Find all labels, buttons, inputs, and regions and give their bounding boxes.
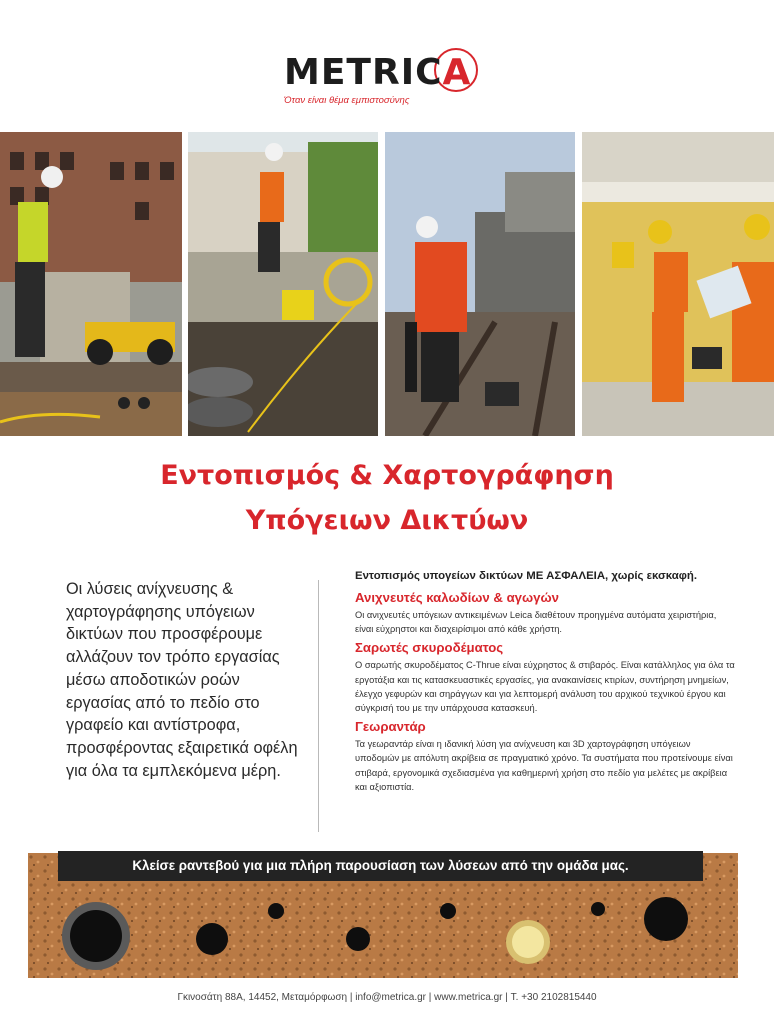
- logo-wordmark: METRICA: [284, 52, 472, 93]
- brand-tagline: Όταν είναι θέμα εμπιστοσύνης: [284, 95, 410, 106]
- contact-footer: Γκινοσάτη 88Α, 14452, Μεταμόρφωση | info@metrica.gr | www.metrica.gr | Τ. +30 2102815440: [177, 992, 597, 1003]
- photo-concrete-scanner-wall: [582, 132, 774, 436]
- solutions-column: [355, 570, 735, 798]
- section-body: Ο σαρωτής σκυροδέματος C-Thrue είναι εύχρηστος & στιβαρός. Είναι κατάλληλος για όλα τα εργοτάξια και τις κατασκευαστικές εργασίες, για ανακαινίσεις κτιρίων, συντήρηση μνημείων, έλεγχο γεφυρών και σηράγγων και για λεπτομερή ανάλυση του αρχικού τεχνικού έργου και σύγκρισή του με την υπάρχουσα κατασκευή.: [355, 660, 735, 714]
- photo-strip: [0, 132, 774, 436]
- section-gpr: [355, 719, 735, 794]
- headline-line-1: Εντοπισμός & Χαρτογράφηση: [160, 460, 614, 491]
- section-cable-locators: [355, 590, 735, 636]
- section-body: Τα γεωραντάρ είναι η ιδανική λύση για ανίχνευση και 3D χαρτογράφηση υπόγειων υποδομών με απόλυτη ακρίβεια σε πραγματικό χρόνο. Τα συστήματα που προτείνουμε είναι στιβαρά, εργονομικά σχεδιασμένα για καθημερινή χρήση στο πεδίο για μελέτες με ακρίβεια και αξιοπιστία.: [355, 739, 733, 792]
- section-title: Ανιχνευτές καλωδίων & αγωγών: [355, 590, 559, 605]
- photo-gpr-cart-operator: [0, 132, 182, 436]
- photo-cable-locator-trench: [188, 132, 378, 436]
- brand-logo: [284, 50, 484, 112]
- section-title: Σαρωτές σκυροδέματος: [355, 640, 504, 656]
- section-body: Οι ανιχνευτές υπόγειων αντικειμένων Leica διαθέτουν προηγμένα αυτόματα χειριστήρια, είναι εύχρηστοι και διαχειρίσιμοι από κάθε χρήστη.: [355, 610, 717, 635]
- column-divider: [318, 580, 319, 832]
- intro-paragraph: Οι λύσεις ανίχνευσης & χαρτογράφησης υπόγειων δικτύων που προσφέρουμε αλλάζουν τον τρόπο εργασίας μέσω αποδοτικών ροών εργασίας από το πεδίο στο γραφείο και αντίστροφα, προσφέροντας εξαιρετικά οφέλη για όλα τα εμπλεκόμενα μέρη.: [66, 580, 298, 780]
- section-title: Γεωραντάρ: [355, 719, 426, 735]
- lead-statement: Εντοπισμός υπογείων δικτύων ΜΕ ΑΣΦΑΛΕΙΑ, χωρίς εκσκαφή.: [355, 570, 698, 582]
- photo-rail-locator: [385, 132, 575, 436]
- section-concrete-scanners: [355, 640, 735, 715]
- appointment-banner: Κλείσε ραντεβού για μια πλήρη παρουσίαση των λύσεων από την ομάδα μας.: [58, 851, 703, 881]
- headline-line-2: Υπόγειων Δικτύων: [245, 505, 529, 536]
